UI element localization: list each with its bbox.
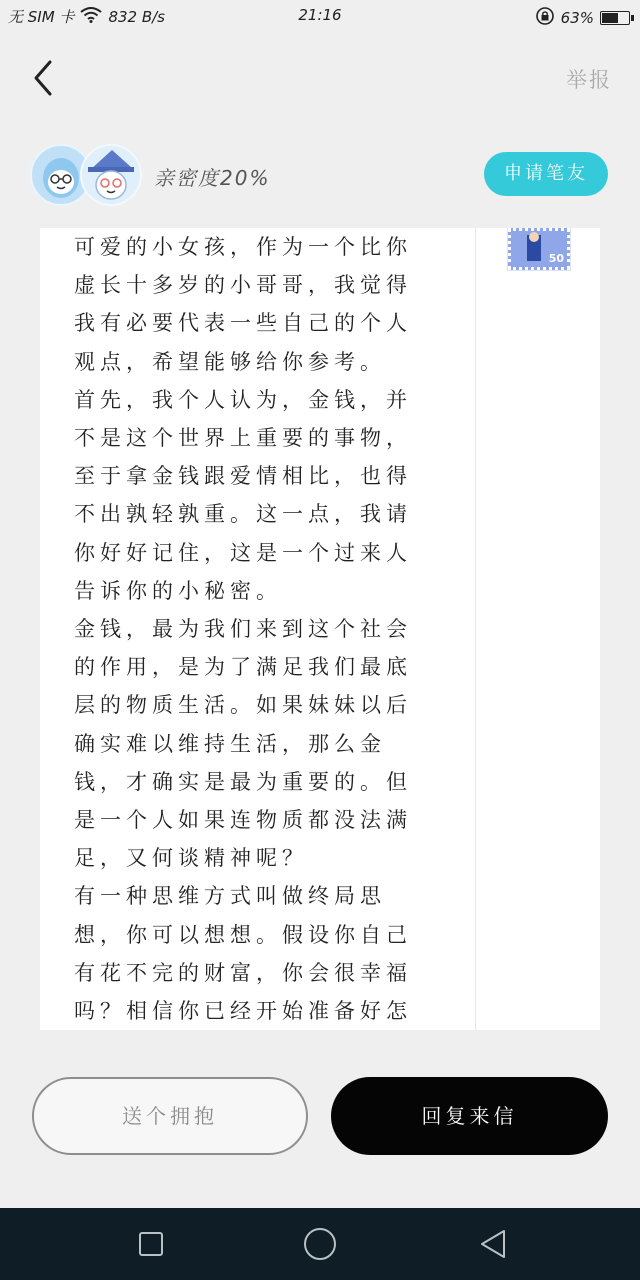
rotation-lock-icon: [535, 6, 555, 30]
letter-card[interactable]: [40, 228, 600, 1030]
intimacy-label: 亲密度20%: [154, 166, 271, 190]
battery-fill: [602, 13, 618, 23]
send-hug-button[interactable]: 送个拥抱: [32, 1077, 308, 1155]
carrier-label: 无 SIM 卡: [8, 8, 75, 26]
report-button[interactable]: 举报: [566, 68, 612, 92]
letter-paragraph: 首先，我个人认为，金钱，并不是这个世界上重要的事物，至于拿金钱跟爱情相比，也得不出孰轻孰重。这一点，我请你好好记住，这是一个过来人告诉你的小秘密。: [74, 387, 412, 603]
stamp-column: [475, 228, 600, 1030]
net-speed: 832 B/s: [108, 7, 165, 26]
wizard-avatar-icon: [82, 146, 140, 204]
recent-apps-icon[interactable]: [139, 1232, 163, 1256]
battery-icon: [600, 11, 630, 25]
stamp: [508, 228, 570, 270]
letter-body: [74, 228, 434, 1030]
avatar[interactable]: [80, 144, 142, 206]
letter-paragraph: 金钱，最为我们来到这个社会的作用，是为了满足我们最底层的物质生活。如果妹妹以后确实难以维持生活，那么金钱，才确实是最为重要的。但是一个人如果连物质都没法满足，又何谈精神呢？: [74, 617, 412, 871]
letter-paragraph: 可爱的小女孩，作为一个比你虚长十多岁的小哥哥，我觉得我有必要代表一些自己的个人观点，希望能够给你参考。: [74, 235, 412, 374]
home-icon[interactable]: [304, 1228, 336, 1260]
profile-row: [0, 140, 640, 210]
header: [0, 40, 640, 120]
reply-letter-button[interactable]: 回复来信: [331, 1077, 608, 1155]
apply-penpal-button[interactable]: 申请笔友: [484, 152, 608, 196]
chevron-left-icon: [26, 56, 66, 100]
letter-paragraph: 有一种思维方式叫做终局思想，你可以想想。假设你自己有花不完的财富，你会很幸福吗？相信你已经开始准备好怎: [74, 884, 412, 1024]
back-button[interactable]: [26, 56, 66, 100]
back-triangle-icon[interactable]: [478, 1228, 508, 1260]
status-bar: [0, 0, 640, 32]
battery-percent: 63%: [560, 9, 594, 27]
status-time: 21:16: [298, 6, 342, 24]
system-nav-bar: [0, 1208, 640, 1280]
stamp-value: 50: [548, 252, 564, 265]
